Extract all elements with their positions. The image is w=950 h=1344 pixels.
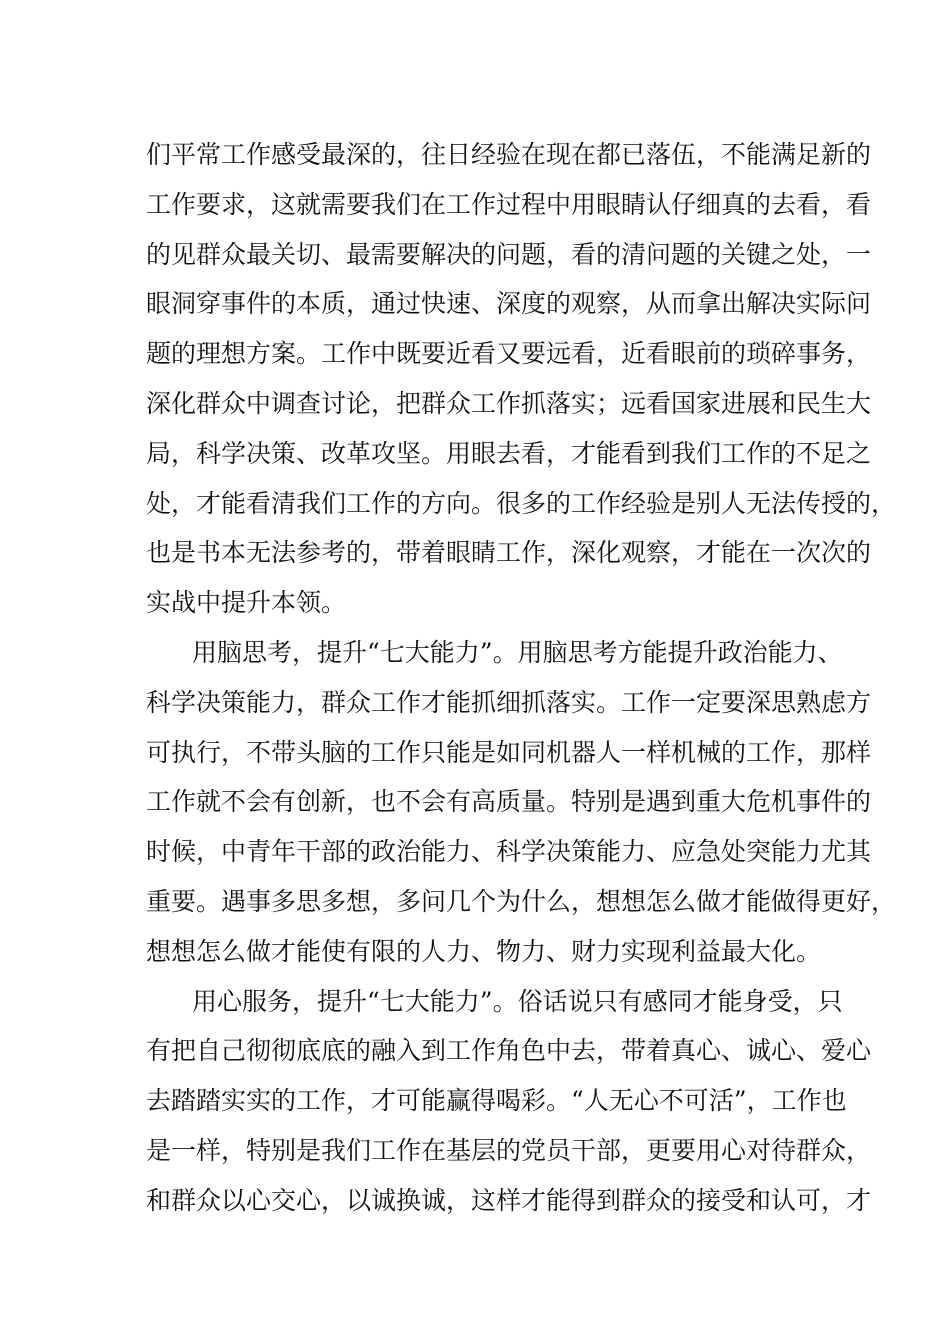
body-text [146, 130, 897, 1226]
text-line: 用脑思考，提升“七大能力”。用脑思考方能提升政治能力、 [192, 637, 843, 667]
text-line: 工作要求，这就需要我们在工作过程中用眼睛认仔细真的去看，看 [146, 189, 872, 219]
text-line: 题的理想方案。工作中既要近看又要远看，近看眼前的琐碎事务， [146, 339, 872, 369]
text-line: 有把自己彻彻底底的融入到工作角色中去，带着真心、诚心、爱心 [146, 1036, 872, 1066]
text-line: 眼洞穿事件的本质，通过快速、深度的观察，从而拿出解决实际问 [146, 289, 872, 319]
text-line: 处，才能看清我们工作的方向。很多的工作经验是别人无法传授的， [146, 488, 897, 518]
text-line: 是一样，特别是我们工作在基层的党员干部，更要用心对待群众， [146, 1135, 872, 1165]
text-line: 可执行，不带头脑的工作只能是如同机器人一样机械的工作，那样 [146, 737, 872, 767]
text-line: 工作就不会有创新，也不会有高质量。特别是遇到重大危机事件的 [146, 787, 872, 817]
text-line: 们平常工作感受最深的，往日经验在现在都已落伍，不能满足新的 [146, 140, 872, 169]
text-line: 的见群众最关切、最需要解决的问题，看的清问题的关键之处，一 [146, 239, 872, 269]
text-line: 重要。遇事多思多想，多问几个为什么，想想怎么做才能做得更好， [146, 886, 897, 916]
text-line: 去踏踏实实的工作，才可能赢得喝彩。“人无心不可活”，工作也 [146, 1086, 847, 1116]
text-line: 想想怎么做才能使有限的人力、物力、财力实现利益最大化。 [146, 936, 822, 966]
text-line: 也是书本无法参考的，带着眼睛工作，深化观察，才能在一次次的 [146, 538, 872, 568]
text-line: 局，科学决策、改革攻坚。用眼去看，才能看到我们工作的不足之 [146, 438, 872, 468]
text-line: 和群众以心交心，以诚换诚，这样才能得到群众的接受和认可，才 [146, 1185, 872, 1215]
text-line: 深化群众中调查讨论，把群众工作抓落实；远看国家进展和民生大 [146, 388, 872, 418]
text-line: 用心服务，提升“七大能力”。俗话说只有感同才能身受，只 [192, 986, 843, 1016]
text-line: 实战中提升本领。 [146, 588, 347, 618]
text-line: 时候，中青年干部的政治能力、科学决策能力、应急处突能力尤其 [146, 837, 872, 867]
text-line: 科学决策能力，群众工作才能抓细抓落实。工作一定要深思熟虑方 [146, 687, 872, 717]
